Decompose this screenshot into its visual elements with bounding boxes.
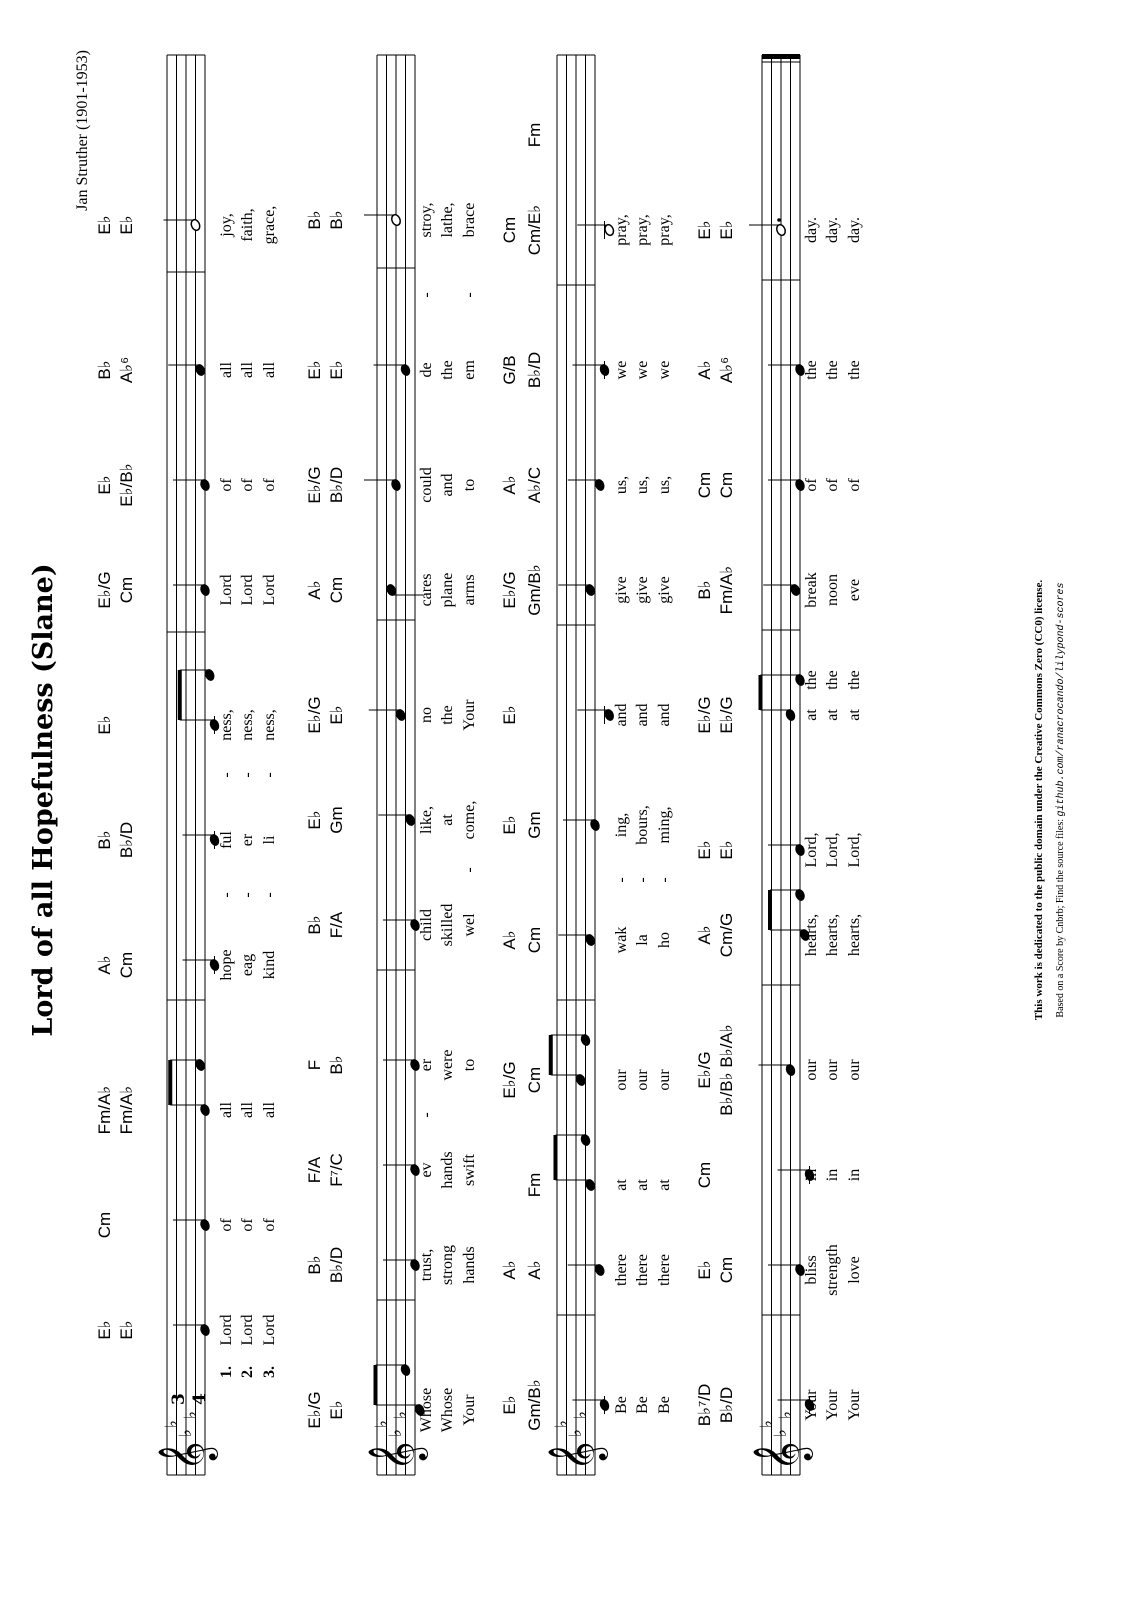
chord-symbol: F bbox=[305, 1059, 324, 1071]
lyric-syllable: all bbox=[239, 1102, 256, 1118]
lyric-syllable: grace, bbox=[261, 205, 278, 245]
flat-icon: ♭ bbox=[176, 1428, 196, 1437]
lyric-syllable: in bbox=[824, 1168, 841, 1182]
lyric-syllable: Lord bbox=[239, 574, 256, 606]
lyric-syllable: us, bbox=[656, 475, 673, 495]
flat-icon: ♭ bbox=[386, 1428, 406, 1437]
chord-symbol: B♭ bbox=[95, 360, 114, 380]
lyric-syllable: our bbox=[634, 1069, 651, 1091]
chord-symbol: F⁷/C bbox=[327, 1153, 346, 1187]
lyric-syllable: the bbox=[439, 705, 456, 725]
chord-symbol: E♭ bbox=[95, 1320, 114, 1340]
chord-symbol: A♭⁶ bbox=[717, 356, 736, 384]
chord-symbol: A♭ bbox=[695, 925, 714, 945]
lyric-syllable: brace bbox=[461, 202, 478, 238]
lyric-syllable: there bbox=[656, 1254, 673, 1286]
time-signature-bottom: 4 bbox=[190, 1393, 210, 1405]
lyric-syllable: Lord bbox=[218, 1314, 235, 1346]
verse-number: 3. bbox=[261, 1366, 278, 1378]
composer-credit: Jan Struther (1901-1953) bbox=[74, 50, 91, 211]
lyric-syllable: no bbox=[418, 707, 435, 723]
source-link[interactable]: github.com/ranacrocando/lilypond-scores bbox=[1056, 582, 1067, 817]
lyric-syllable: and bbox=[656, 703, 673, 727]
chord-symbol: B♭ bbox=[327, 210, 346, 230]
lyric-syllable: our bbox=[656, 1069, 673, 1091]
augmentation-dot bbox=[777, 218, 781, 222]
flat-icon: ♭ bbox=[180, 1410, 201, 1419]
chord-symbol: Cm bbox=[695, 1161, 714, 1189]
flat-icon: ♭ bbox=[771, 1428, 791, 1437]
chord-symbol: A♭ bbox=[525, 1260, 544, 1280]
chord-symbol: B♭ bbox=[305, 915, 324, 935]
chord-symbol: G/B bbox=[500, 355, 519, 385]
lyric-syllable: the bbox=[846, 670, 863, 690]
lyric-syllable: at bbox=[634, 1179, 651, 1191]
chord-symbol: B♭ bbox=[327, 1055, 346, 1075]
chord-symbol: A♭ bbox=[305, 580, 324, 600]
treble-clef-icon: 𝄞 bbox=[157, 1441, 216, 1471]
chord-symbol: E♭ bbox=[95, 715, 114, 735]
chord-symbol: B♭/D bbox=[327, 466, 346, 504]
lyric-syllable: arms bbox=[461, 574, 478, 606]
lyric-syllable: hands bbox=[461, 1246, 478, 1284]
lyric-syllable: la bbox=[634, 934, 651, 946]
lyric-syllable: bliss bbox=[803, 1255, 820, 1285]
lyric-syllable: our bbox=[613, 1069, 630, 1091]
chord-symbol: E♭ bbox=[695, 220, 714, 240]
lyric-syllable: of bbox=[261, 1218, 278, 1232]
lyric-syllable: Lord, bbox=[824, 832, 841, 868]
lyric-syllable: the bbox=[846, 360, 863, 380]
treble-clef-icon: 𝄞 bbox=[367, 1441, 426, 1471]
chord-symbol: F/A bbox=[327, 911, 346, 939]
lyric-syllable: de bbox=[418, 362, 435, 378]
lyric-syllable: of bbox=[239, 1218, 256, 1232]
lyric-syllable: to bbox=[461, 1058, 478, 1072]
chord-symbol: E♭ bbox=[95, 475, 114, 495]
chord-symbol: Cm bbox=[717, 471, 736, 499]
lyric-syllable: - bbox=[656, 877, 673, 883]
lyric-syllable: day. bbox=[803, 216, 820, 244]
chord-symbol: E♭/G bbox=[717, 696, 736, 734]
final-barline-thick bbox=[762, 54, 800, 59]
lyric-syllable: - bbox=[261, 892, 278, 898]
chord-symbol: Gm bbox=[525, 811, 544, 839]
lyric-syllable: the bbox=[824, 360, 841, 380]
chord-symbol: E♭ bbox=[305, 360, 324, 380]
lyric-syllable: to bbox=[461, 478, 478, 492]
lyric-syllable: swift bbox=[461, 1154, 478, 1186]
verse-number: 1. bbox=[218, 1366, 235, 1378]
lyric-syllable: ming, bbox=[656, 806, 673, 844]
lyric-syllable: er bbox=[239, 833, 256, 847]
lyric-syllable: strength bbox=[824, 1244, 841, 1296]
lyric-syllable: ing, bbox=[613, 812, 630, 838]
lyric-syllable: lathe, bbox=[439, 202, 456, 238]
chord-symbol: E♭/G bbox=[695, 1051, 714, 1089]
lyric-syllable: - bbox=[261, 772, 278, 778]
lyric-syllable: Lord, bbox=[846, 832, 863, 868]
lyric-syllable: of bbox=[846, 478, 863, 492]
lyric-syllable: Your bbox=[461, 1394, 478, 1426]
chord-symbol: Cm bbox=[327, 576, 346, 604]
lyric-syllable: hearts, bbox=[803, 913, 820, 957]
lyric-syllable: could bbox=[418, 467, 435, 503]
lyric-syllable: us, bbox=[634, 475, 651, 495]
lyric-syllable: strong bbox=[439, 1245, 456, 1285]
lyric-syllable: ho bbox=[656, 932, 673, 948]
chord-symbol: E♭ bbox=[500, 815, 519, 835]
chord-symbol: E♭ bbox=[117, 215, 136, 235]
lyric-syllable: of bbox=[239, 478, 256, 492]
chord-symbol: Cm/G bbox=[717, 912, 736, 958]
chord-symbol: E♭ bbox=[717, 840, 736, 860]
chord-symbol: A♭⁶ bbox=[117, 356, 136, 384]
lyric-syllable: Your bbox=[803, 1389, 820, 1421]
lyric-syllable: at bbox=[656, 1179, 673, 1191]
lyric-syllable: wak bbox=[613, 926, 630, 954]
lyric-syllable: - bbox=[239, 772, 256, 778]
chord-symbol: E♭ bbox=[695, 840, 714, 860]
lyric-syllable: all bbox=[218, 1102, 235, 1118]
chord-symbol: Fm bbox=[525, 122, 544, 148]
chord-symbol: F/A bbox=[305, 1156, 324, 1184]
lyric-syllable: - bbox=[218, 772, 235, 778]
lyric-syllable: of bbox=[824, 478, 841, 492]
lyric-syllable: like, bbox=[418, 806, 435, 834]
chord-symbol: E♭ bbox=[695, 1260, 714, 1280]
lyric-syllable: day. bbox=[846, 216, 863, 244]
lyric-syllable: our bbox=[846, 1059, 863, 1081]
flat-icon: ♭ bbox=[775, 1410, 796, 1419]
lyric-syllable: - bbox=[461, 867, 478, 873]
chord-symbol: E♭ bbox=[717, 220, 736, 240]
treble-clef-icon: 𝄞 bbox=[547, 1441, 606, 1471]
chord-symbol: E♭ bbox=[500, 705, 519, 725]
lyric-syllable: hope bbox=[218, 949, 235, 981]
chord-symbol: A♭ bbox=[95, 955, 114, 975]
lyric-syllable: we bbox=[656, 360, 673, 380]
chord-symbol: E♭/G bbox=[305, 466, 324, 504]
chord-symbol: A♭/C bbox=[525, 466, 544, 504]
chord-symbol: A♭ bbox=[500, 1260, 519, 1280]
lyric-syllable: day. bbox=[824, 216, 841, 244]
chord-symbol: E♭/G bbox=[500, 571, 519, 609]
lyric-syllable: ness, bbox=[218, 709, 235, 741]
lyric-syllable: kind bbox=[261, 950, 278, 980]
lyric-syllable: our bbox=[803, 1059, 820, 1081]
lyric-syllable: and bbox=[613, 703, 630, 727]
lyric-syllable: noon bbox=[824, 574, 841, 606]
lyric-syllable: and bbox=[634, 703, 651, 727]
chord-symbol: Cm bbox=[717, 1256, 736, 1284]
lyric-syllable: all bbox=[218, 362, 235, 378]
lyric-syllable: Be bbox=[656, 1396, 673, 1414]
lyric-syllable: bours, bbox=[634, 805, 651, 845]
treble-clef-icon: 𝄞 bbox=[752, 1441, 811, 1471]
flat-icon: ♭ bbox=[371, 1419, 392, 1428]
lyric-syllable: us, bbox=[613, 475, 630, 495]
chord-symbol: B♭ bbox=[305, 1255, 324, 1275]
lyric-syllable: break bbox=[803, 572, 820, 608]
license-notice: This work is dedicated to the public domain under the Creative Commons Zero (CC0) license. bbox=[1033, 579, 1045, 1021]
lyric-syllable: - bbox=[418, 292, 435, 298]
chord-symbol: Fm bbox=[525, 1172, 544, 1198]
lyric-syllable: - bbox=[613, 877, 630, 883]
lyric-syllable: the bbox=[803, 670, 820, 690]
lyric-syllable: Your bbox=[461, 699, 478, 731]
lyric-syllable: trust, bbox=[418, 1248, 435, 1282]
chord-symbol: Cm bbox=[117, 576, 136, 604]
lyric-syllable: the bbox=[824, 670, 841, 690]
lyric-syllable: Whose bbox=[439, 1387, 456, 1433]
chord-symbol: Fm/A♭ bbox=[117, 1085, 136, 1135]
lyric-syllable: - bbox=[418, 1112, 435, 1118]
lyric-syllable: at bbox=[824, 709, 841, 721]
chord-symbol: Gm bbox=[327, 806, 346, 834]
chord-symbol: Fm/A♭ bbox=[717, 565, 736, 615]
lyric-syllable: give bbox=[613, 576, 630, 604]
lyric-syllable: li bbox=[261, 835, 278, 845]
chord-symbol: E♭ bbox=[117, 1320, 136, 1340]
lyric-syllable: at bbox=[439, 814, 456, 826]
lyric-syllable: come, bbox=[461, 800, 478, 840]
based-on-text: Based on a Score by Cnbrb; Find the source files: bbox=[1055, 818, 1066, 1018]
lyric-syllable: stroy, bbox=[418, 202, 435, 238]
chord-symbol: B♭ bbox=[695, 580, 714, 600]
lyric-syllable: child bbox=[418, 909, 435, 941]
lyric-syllable: - bbox=[218, 892, 235, 898]
verse-number: 2. bbox=[239, 1366, 256, 1378]
lyric-syllable: er bbox=[418, 1058, 435, 1072]
lyric-syllable: ness, bbox=[239, 709, 256, 741]
lyric-syllable: at bbox=[846, 709, 863, 721]
lyric-syllable: Be bbox=[634, 1396, 651, 1414]
lyric-syllable: hands bbox=[439, 1151, 456, 1189]
lyric-syllable: of bbox=[261, 478, 278, 492]
chord-symbol: Cm bbox=[525, 1066, 544, 1094]
chord-symbol: B♭/D bbox=[525, 351, 544, 389]
song-title: Lord of all Hopefulness (Slane) bbox=[28, 563, 59, 1037]
lyric-syllable: em bbox=[461, 360, 478, 380]
chord-symbol: A♭ bbox=[500, 475, 519, 495]
lyric-syllable: joy, bbox=[218, 213, 235, 237]
lyric-syllable: pray, bbox=[656, 214, 673, 246]
lyric-syllable: ful bbox=[218, 831, 235, 849]
chord-symbol: B♭/D bbox=[117, 821, 136, 859]
lyric-syllable: our bbox=[824, 1059, 841, 1081]
flat-icon: ♭ bbox=[390, 1410, 411, 1419]
chord-symbol: Cm bbox=[695, 471, 714, 499]
chord-symbol: Cm bbox=[525, 926, 544, 954]
lyric-syllable: wel bbox=[461, 913, 478, 937]
flat-icon: ♭ bbox=[161, 1419, 182, 1428]
lyric-syllable: all bbox=[239, 362, 256, 378]
chord-symbol: A♭ bbox=[695, 360, 714, 380]
lyric-syllable: all bbox=[261, 362, 278, 378]
lyric-syllable: pray, bbox=[634, 214, 651, 246]
chord-symbol: Cm bbox=[500, 216, 519, 244]
lyric-syllable: the bbox=[439, 360, 456, 380]
source-credit bbox=[1055, 0, 1067, 1600]
chord-symbol: E♭/G bbox=[95, 571, 114, 609]
chord-symbol: B♭/D bbox=[327, 1246, 346, 1284]
lyric-syllable: love bbox=[846, 1256, 863, 1284]
chord-symbol: B♭⁷/D bbox=[695, 1383, 714, 1427]
lyric-syllable: give bbox=[634, 576, 651, 604]
chord-symbol: B♭/D bbox=[717, 1386, 736, 1424]
lyric-syllable: at bbox=[613, 1179, 630, 1191]
lyric-syllable: Lord bbox=[261, 574, 278, 606]
chord-symbol: E♭ bbox=[327, 705, 346, 725]
lyric-syllable: Lord bbox=[239, 1314, 256, 1346]
lyric-syllable: ev bbox=[418, 1162, 435, 1178]
lyric-syllable: hearts, bbox=[824, 913, 841, 957]
lyric-syllable: the bbox=[803, 360, 820, 380]
lyric-syllable: eag bbox=[239, 953, 256, 977]
chord-symbol: E♭ bbox=[305, 810, 324, 830]
chord-symbol: Gm/B♭ bbox=[525, 1379, 544, 1431]
lyric-syllable: there bbox=[613, 1254, 630, 1286]
lyric-syllable: all bbox=[261, 1102, 278, 1118]
lyric-syllable: Whose bbox=[418, 1387, 435, 1433]
lyric-syllable: eve bbox=[846, 578, 863, 602]
lyric-syllable: were bbox=[439, 1049, 456, 1081]
lyric-syllable: - bbox=[239, 892, 256, 898]
lyric-syllable: in bbox=[803, 1168, 820, 1182]
lyric-syllable: skilled bbox=[439, 903, 456, 947]
lyric-syllable: of bbox=[218, 1218, 235, 1232]
lyric-syllable: Lord bbox=[261, 1314, 278, 1346]
lyric-syllable: - bbox=[634, 877, 651, 883]
chord-symbol: E♭/B♭ bbox=[117, 463, 136, 507]
time-signature-top: 3 bbox=[169, 1393, 189, 1405]
lyric-syllable: give bbox=[656, 576, 673, 604]
flat-icon: ♭ bbox=[570, 1410, 591, 1419]
chord-symbol: Gm/B♭ bbox=[525, 564, 544, 616]
chord-symbol: E♭/G bbox=[695, 696, 714, 734]
chord-symbol: E♭/G bbox=[305, 696, 324, 734]
lyric-syllable: plane bbox=[439, 572, 456, 608]
lyric-syllable: Be bbox=[613, 1396, 630, 1414]
lyric-syllable: we bbox=[613, 360, 630, 380]
lyric-syllable: there bbox=[634, 1254, 651, 1286]
chord-symbol: A♭ bbox=[500, 930, 519, 950]
lyric-syllable: - bbox=[461, 292, 478, 298]
lyric-syllable: hearts, bbox=[846, 913, 863, 957]
lyric-syllable: Your bbox=[846, 1389, 863, 1421]
lyric-syllable: Lord bbox=[218, 574, 235, 606]
chord-symbol: Cm bbox=[95, 1211, 114, 1239]
lyric-syllable: we bbox=[634, 360, 651, 380]
chord-symbol: E♭ bbox=[95, 215, 114, 235]
chord-symbol: E♭ bbox=[500, 1395, 519, 1415]
lyric-syllable: faith, bbox=[239, 208, 256, 242]
flat-icon: ♭ bbox=[551, 1419, 572, 1428]
flat-icon: ♭ bbox=[566, 1428, 586, 1437]
lyric-syllable: Lord, bbox=[803, 832, 820, 868]
lyric-syllable: pray, bbox=[613, 214, 630, 246]
chord-symbol: E♭ bbox=[327, 360, 346, 380]
lyric-syllable: and bbox=[439, 473, 456, 497]
lyric-syllable: of bbox=[803, 478, 820, 492]
lyric-syllable: of bbox=[218, 478, 235, 492]
lyric-syllable: in bbox=[846, 1168, 863, 1182]
chord-symbol: E♭/G bbox=[305, 1391, 324, 1429]
lyric-syllable: at bbox=[803, 709, 820, 721]
chord-symbol: E♭/G bbox=[500, 1061, 519, 1099]
chord-symbol: E♭ bbox=[327, 1400, 346, 1420]
chord-symbol: Fm/A♭ bbox=[95, 1085, 114, 1135]
chord-symbol: B♭ bbox=[95, 830, 114, 850]
lyric-syllable: ness, bbox=[261, 709, 278, 741]
lyric-syllable: Your bbox=[824, 1389, 841, 1421]
chord-symbol: Cm bbox=[117, 951, 136, 979]
chord-symbol: B♭/B♭ B♭/A♭ bbox=[717, 1024, 736, 1116]
lyric-syllable: cares bbox=[418, 573, 435, 607]
chord-symbol: B♭ bbox=[305, 210, 324, 230]
flat-icon: ♭ bbox=[756, 1419, 777, 1428]
chord-symbol: Cm/E♭ bbox=[525, 204, 544, 256]
